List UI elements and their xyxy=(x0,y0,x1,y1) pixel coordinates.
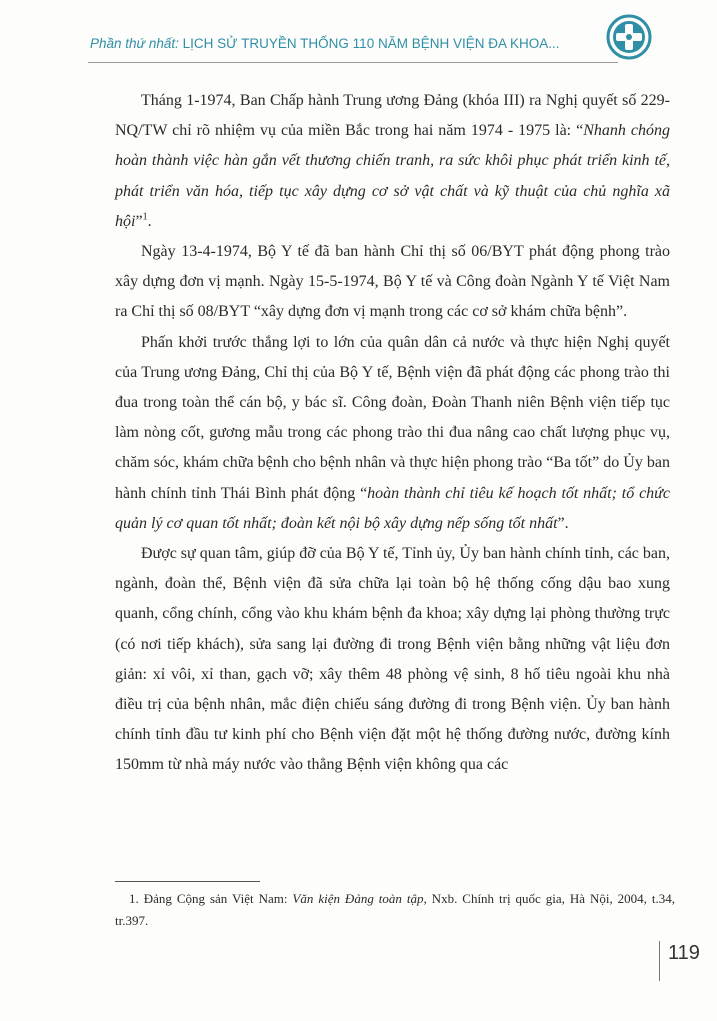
paragraph-3-quote: hoàn thành chỉ tiêu kế hoạch tốt nhất; tổ chức quản lý cơ quan tốt nhất; đoàn kết nội bộ xây dựng nếp sống tốt nhất xyxy=(115,484,670,532)
footnote-divider xyxy=(115,881,260,882)
paragraph-4-text: Được sự quan tâm, giúp đỡ của Bộ Y tế, Tỉnh ủy, Ủy ban hành chính tỉnh, các ban, ngành, đoàn thể, Bệnh viện đã sửa chữa lại toàn bộ hệ thống cống dậu bao xung quanh, cổng chính, cổng vào khu khám bệnh đa khoa; xây dựng lại phòng thường trực (có nơi tiếp khách), sửa sang lại đường đi trong Bệnh viện bằng những vật liệu đơn giản: xỉ vôi, xỉ than, gạch vỡ; xây thêm 48 phòng vệ sinh, 8 hố tiêu ngoài khu nhà điều trị của bệnh nhân, mắc điện chiếu sáng đường đi trong Bệnh viện. Ủy ban hành chính tỉnh đầu tư kinh phí cho Bệnh viện đặt một hệ thống đường nước, đường kính 150mm từ nhà máy nước vào thẳng Bệnh viện không qua các xyxy=(115,545,670,774)
header-part-label: Phần thứ nhất: xyxy=(90,36,179,51)
paragraph-1 xyxy=(115,86,670,237)
paragraph-2-text: Ngày 13-4-1974, Bộ Y tế đã ban hành Chỉ thị số 06/BYT phát động phong trào xây dựng đơn vị mạnh. Ngày 15-5-1974, Bộ Y tế và Công đoàn Ngành Y tế Việt Nam ra Chỉ thị số 08/BYT “xây dựng đơn vị mạnh trong các cơ sở khám chữa bệnh”. xyxy=(115,243,670,321)
footnote xyxy=(115,888,675,932)
page-number-divider xyxy=(659,941,660,981)
paragraph-1-close-quote: ” xyxy=(135,212,143,230)
paragraph-1-quote: Nhanh chóng hoàn thành việc hàn gắn vết thương chiến tranh, ra sức khôi phục phát triển kinh tế, phát triển văn hóa, tiếp tục xây dựng cơ sở vật chất và kỹ thuật của chủ nghĩa xã hội xyxy=(115,122,670,230)
paragraph-3-end: ”. xyxy=(557,514,569,532)
footnote-ref-1: 1 xyxy=(142,211,148,223)
paragraph-2 xyxy=(115,237,670,328)
paragraph-3 xyxy=(115,328,670,539)
footnote-1-details: , Nxb. Chính trị quốc gia, Hà Nội, 2004, t.34, tr.397. xyxy=(115,891,675,928)
paragraph-1-end: . xyxy=(147,212,152,230)
footnote-1-title: Văn kiện Đảng toàn tập xyxy=(292,891,424,906)
header-title: LỊCH SỬ TRUYỀN THỐNG 110 NĂM BỆNH VIỆN ĐA KHOA... xyxy=(178,36,560,51)
main-body xyxy=(115,86,670,781)
footnote-1-author: 1. Đảng Cộng sản Việt Nam: xyxy=(129,891,293,906)
hospital-cross-logo-icon xyxy=(606,14,652,60)
footnote-1 xyxy=(115,888,675,932)
header-divider xyxy=(88,62,618,63)
page-number: 119 xyxy=(668,942,700,964)
paragraph-4 xyxy=(115,539,670,781)
running-header xyxy=(90,36,610,51)
paragraph-3-text: Phấn khởi trước thắng lợi to lớn của quân dân cả nước và thực hiện Nghị quyết của Trung ương Đảng, Chỉ thị của Bộ Y tế, Bệnh viện đã phát động các phong trào thi đua trong toàn thể cán bộ, y bác sĩ. Công đoàn, Đoàn Thanh niên Bệnh viện tiếp tục làm nòng cốt, gương mẫu trong các phong trào thi đua nâng cao chất lượng phục vụ, chăm sóc, khám chữa bệnh cho bệnh nhân và thực hiện phong trào “Ba tốt” do Ủy ban hành chính tỉnh Thái Bình phát động “ xyxy=(115,333,670,502)
paragraph-1-text: Tháng 1-1974, Ban Chấp hành Trung ương Đảng (khóa III) ra Nghị quyết số 229-NQ/TW chỉ rõ nhiệm vụ của miền Bắc trong hai năm 1974 - 1975 là: “ xyxy=(115,92,670,140)
